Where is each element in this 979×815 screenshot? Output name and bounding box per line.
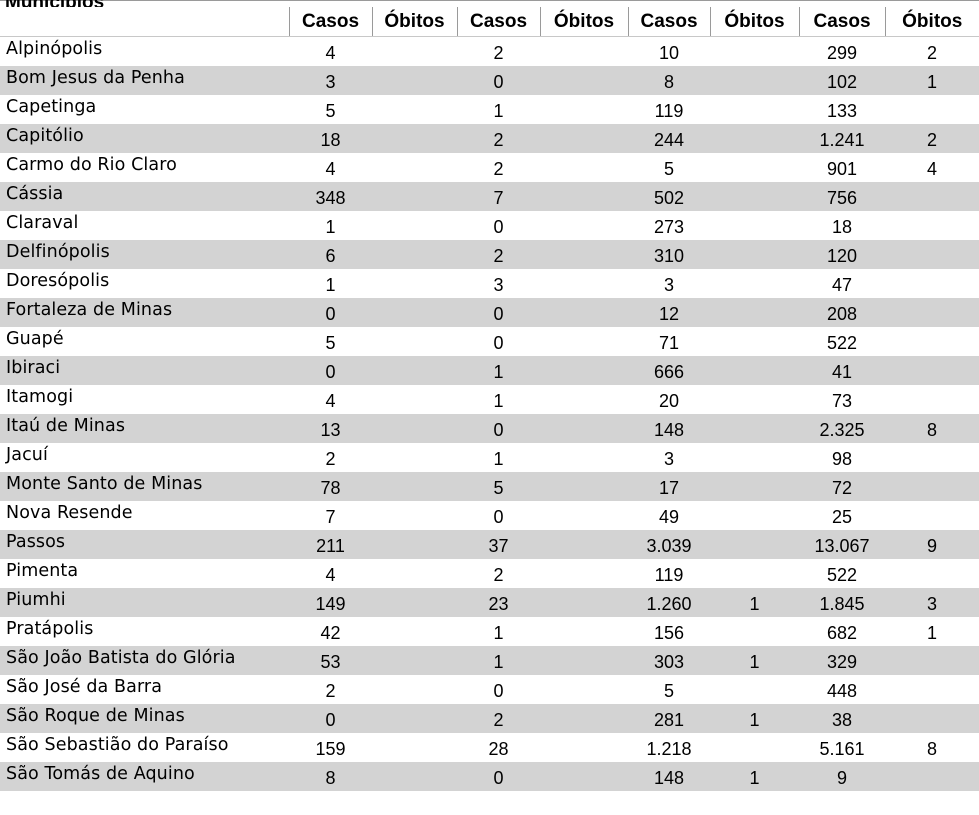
casos-cell: 682 — [826, 623, 858, 643]
casos-cell: 149 — [289, 588, 372, 617]
table-row — [0, 298, 979, 327]
casos-cell: 2 — [493, 43, 504, 63]
casos-cell: 502 — [628, 182, 710, 211]
casos-cell: 273 — [653, 217, 685, 237]
obitos-cell — [372, 385, 457, 414]
casos-cell: 18 — [831, 217, 853, 237]
casos-cell: 72 — [799, 472, 885, 501]
obitos-cell — [710, 298, 799, 327]
obitos-cell — [372, 617, 457, 646]
municipio-name: Jacuí — [6, 445, 48, 465]
obitos-cell — [540, 559, 628, 588]
casos-cell: 0 — [289, 704, 372, 733]
casos-cell: 901 — [826, 159, 858, 179]
obitos-cell — [540, 588, 628, 617]
municipio-name: Delfinópolis — [0, 240, 289, 269]
obitos-cell: 3 — [885, 588, 979, 617]
casos-cell: 78 — [289, 472, 372, 501]
municipio-name: Bom Jesus da Penha — [0, 66, 289, 95]
municipio-name: Carmo do Rio Claro — [6, 155, 177, 175]
casos-cell: 2 — [493, 565, 504, 585]
casos-cell: 0 — [493, 507, 504, 527]
obitos-cell — [372, 588, 457, 617]
obitos-cell — [710, 211, 799, 240]
municipio-name: Claraval — [6, 213, 79, 233]
obitos-cell — [885, 327, 979, 356]
casos-cell: 42 — [320, 623, 341, 643]
casos-cell: 159 — [315, 739, 346, 759]
obitos-cell — [885, 240, 979, 269]
casos-cell: 119 — [654, 565, 684, 585]
obitos-cell — [372, 733, 457, 762]
column-header: Óbitos — [372, 7, 457, 37]
column-header: Casos — [799, 7, 885, 37]
obitos-cell — [540, 733, 628, 762]
table-row — [0, 269, 979, 298]
casos-cell: 1 — [325, 217, 336, 237]
casos-cell: 12 — [628, 298, 710, 327]
casos-cell: 5 — [457, 472, 540, 501]
municipio-name: Alpinópolis — [6, 39, 103, 59]
table-row — [0, 124, 979, 153]
table-body — [0, 37, 979, 792]
obitos-cell — [710, 675, 799, 704]
table-row — [0, 762, 979, 791]
table-row — [0, 733, 979, 762]
casos-cell: 18 — [289, 124, 372, 153]
table-row — [0, 675, 979, 704]
casos-cell: 2 — [457, 124, 540, 153]
column-header: Óbitos — [710, 7, 799, 37]
obitos-cell — [372, 675, 457, 704]
obitos-cell — [372, 530, 457, 559]
obitos-cell — [372, 37, 457, 67]
obitos-cell — [710, 124, 799, 153]
casos-cell: 0 — [289, 356, 372, 385]
table-row — [0, 704, 979, 733]
table-row — [0, 153, 979, 182]
casos-cell: 156 — [653, 623, 685, 643]
obitos-cell — [885, 704, 979, 733]
municipio-name: Monte Santo de Minas — [0, 472, 289, 501]
casos-cell: 1.218 — [646, 739, 692, 759]
obitos-cell — [710, 66, 799, 95]
municipio-name: Piumhi — [0, 588, 289, 617]
municipio-name: São Sebastião do Paraíso — [6, 735, 229, 755]
casos-cell: 5 — [663, 159, 674, 179]
table-row — [0, 414, 979, 443]
casos-cell: 1 — [457, 356, 540, 385]
obitos-cell — [885, 385, 979, 414]
obitos-cell — [540, 617, 628, 646]
casos-cell: 3 — [663, 275, 674, 295]
casos-cell: 0 — [457, 66, 540, 95]
obitos-cell — [540, 37, 628, 67]
casos-cell: 666 — [628, 356, 710, 385]
casos-cell: 47 — [831, 275, 853, 295]
municipio-name: São Tomás de Aquino — [0, 762, 289, 791]
obitos-cell — [372, 327, 457, 356]
casos-cell: 13 — [289, 414, 372, 443]
casos-cell: 0 — [493, 217, 504, 237]
obitos-cell — [710, 617, 799, 646]
obitos-cell — [540, 182, 628, 211]
municipio-name: Cássia — [0, 182, 289, 211]
casos-cell: 7 — [325, 507, 336, 527]
casos-cell: 1 — [457, 646, 540, 675]
municipio-name: Ibiraci — [0, 356, 289, 385]
casos-cell: 4 — [325, 391, 336, 411]
casos-cell: 1 — [493, 449, 504, 469]
obitos-cell — [540, 414, 628, 443]
obitos-cell — [540, 298, 628, 327]
casos-cell: 281 — [628, 704, 710, 733]
casos-cell: 0 — [493, 333, 504, 353]
casos-cell: 1.260 — [628, 588, 710, 617]
obitos-cell — [710, 733, 799, 762]
casos-cell: 1 — [493, 391, 504, 411]
obitos-cell — [710, 240, 799, 269]
casos-cell: 2 — [457, 704, 540, 733]
casos-cell: 5 — [325, 333, 336, 353]
casos-cell: 102 — [799, 66, 885, 95]
obitos-cell: 8 — [926, 739, 937, 759]
obitos-cell — [372, 704, 457, 733]
municipio-name: São João Batista do Glória — [0, 646, 289, 675]
casos-cell: 522 — [826, 565, 858, 585]
obitos-cell — [710, 501, 799, 530]
obitos-cell: 1 — [710, 762, 799, 791]
casos-cell: 1 — [493, 623, 504, 643]
casos-cell: 0 — [457, 298, 540, 327]
obitos-cell — [372, 66, 457, 95]
obitos-cell — [372, 472, 457, 501]
obitos-cell — [540, 240, 628, 269]
table-row — [0, 182, 979, 211]
column-header: Casos — [289, 7, 372, 37]
casos-cell: 38 — [799, 704, 885, 733]
obitos-cell — [710, 385, 799, 414]
obitos-cell: 1 — [710, 646, 799, 675]
obitos-cell — [372, 443, 457, 472]
obitos-cell — [372, 762, 457, 791]
casos-cell: 28 — [488, 739, 509, 759]
cases-table — [0, 7, 979, 791]
casos-cell: 8 — [289, 762, 372, 791]
obitos-cell: 2 — [885, 124, 979, 153]
obitos-cell — [372, 559, 457, 588]
municipio-name: Doresópolis — [6, 271, 110, 291]
obitos-cell — [372, 298, 457, 327]
obitos-cell — [540, 124, 628, 153]
obitos-cell — [710, 327, 799, 356]
casos-cell: 119 — [654, 101, 684, 121]
municipio-name: Guapé — [6, 329, 64, 349]
municipio-name: Capetinga — [6, 97, 97, 117]
column-header-row — [0, 7, 979, 37]
obitos-cell: 1 — [926, 623, 937, 643]
casos-cell: 148 — [628, 414, 710, 443]
obitos-cell: 1 — [885, 66, 979, 95]
casos-cell: 73 — [831, 391, 853, 411]
obitos-cell — [540, 327, 628, 356]
casos-cell: 1.845 — [799, 588, 885, 617]
municipio-name: Pimenta — [6, 561, 79, 581]
casos-cell: 329 — [799, 646, 885, 675]
municipio-name: Fortaleza de Minas — [0, 298, 289, 327]
casos-cell: 0 — [457, 414, 540, 443]
obitos-cell: 1 — [710, 588, 799, 617]
obitos-cell — [540, 95, 628, 124]
obitos-cell — [885, 443, 979, 472]
casos-cell: 9 — [799, 762, 885, 791]
table-row — [0, 37, 979, 67]
casos-cell: 120 — [799, 240, 885, 269]
casos-cell: 208 — [799, 298, 885, 327]
casos-cell: 211 — [289, 530, 372, 559]
obitos-cell: 1 — [710, 704, 799, 733]
obitos-cell — [372, 153, 457, 182]
table-row — [0, 559, 979, 588]
table-row — [0, 95, 979, 124]
casos-cell: 2 — [457, 240, 540, 269]
table-row — [0, 66, 979, 95]
casos-cell: 71 — [658, 333, 680, 353]
casos-cell: 5 — [663, 681, 674, 701]
casos-cell: 7 — [457, 182, 540, 211]
obitos-cell: 9 — [885, 530, 979, 559]
obitos-cell — [540, 153, 628, 182]
table-row — [0, 530, 979, 559]
obitos-cell — [885, 269, 979, 298]
casos-cell: 13.067 — [799, 530, 885, 559]
table-row — [0, 588, 979, 617]
obitos-cell — [540, 443, 628, 472]
obitos-cell — [885, 559, 979, 588]
casos-cell: 0 — [493, 681, 504, 701]
obitos-cell — [372, 95, 457, 124]
obitos-cell — [540, 66, 628, 95]
obitos-cell — [885, 646, 979, 675]
casos-cell: 4 — [325, 159, 336, 179]
obitos-cell — [372, 501, 457, 530]
casos-cell: 5.161 — [819, 739, 865, 759]
obitos-cell — [885, 762, 979, 791]
obitos-cell — [540, 675, 628, 704]
obitos-cell — [710, 153, 799, 182]
casos-cell: 448 — [826, 681, 858, 701]
municipio-name: Capitólio — [0, 124, 289, 153]
obitos-cell — [540, 530, 628, 559]
municipio-name: Nova Resende — [6, 503, 133, 523]
table-row — [0, 240, 979, 269]
table-row — [0, 646, 979, 675]
obitos-cell — [372, 211, 457, 240]
casos-cell: 23 — [457, 588, 540, 617]
casos-cell: 3 — [493, 275, 504, 295]
obitos-cell — [710, 559, 799, 588]
obitos-cell: 4 — [926, 159, 937, 179]
municipio-name: São José da Barra — [6, 677, 163, 697]
casos-cell: 53 — [289, 646, 372, 675]
table-row — [0, 501, 979, 530]
casos-cell: 3 — [289, 66, 372, 95]
table-row — [0, 385, 979, 414]
casos-cell: 41 — [799, 356, 885, 385]
obitos-cell — [885, 472, 979, 501]
casos-cell: 8 — [628, 66, 710, 95]
casos-cell: 133 — [826, 101, 858, 121]
obitos-cell: 2 — [926, 43, 937, 63]
obitos-cell — [885, 182, 979, 211]
casos-cell: 299 — [826, 43, 858, 63]
casos-cell: 2 — [325, 681, 336, 701]
obitos-cell — [372, 269, 457, 298]
column-header: Óbitos — [540, 7, 628, 37]
obitos-cell — [372, 124, 457, 153]
obitos-cell — [540, 472, 628, 501]
municipio-name: Passos — [0, 530, 289, 559]
casos-cell: 348 — [289, 182, 372, 211]
obitos-cell — [885, 356, 979, 385]
table-row — [0, 472, 979, 501]
obitos-cell — [540, 385, 628, 414]
obitos-cell — [372, 646, 457, 675]
municipio-name: Itaú de Minas — [0, 414, 289, 443]
table-row — [0, 356, 979, 385]
casos-cell: 2 — [493, 159, 504, 179]
casos-cell: 49 — [658, 507, 680, 527]
municipio-name: Itamogi — [6, 387, 74, 407]
casos-cell: 98 — [831, 449, 853, 469]
obitos-cell — [372, 182, 457, 211]
header-blank — [0, 7, 289, 37]
casos-cell: 244 — [628, 124, 710, 153]
casos-cell: 303 — [628, 646, 710, 675]
municipio-name: Pratápolis — [6, 619, 94, 639]
obitos-cell — [372, 414, 457, 443]
obitos-cell — [885, 501, 979, 530]
obitos-cell — [372, 356, 457, 385]
casos-cell: 2.325 — [799, 414, 885, 443]
casos-cell: 25 — [831, 507, 853, 527]
top-divider — [0, 0, 979, 1]
obitos-cell — [885, 95, 979, 124]
obitos-cell — [710, 530, 799, 559]
column-header: Casos — [628, 7, 710, 37]
obitos-cell — [540, 211, 628, 240]
casos-cell: 0 — [289, 298, 372, 327]
municipio-name: São Roque de Minas — [0, 704, 289, 733]
obitos-cell — [885, 211, 979, 240]
casos-cell: 3 — [663, 449, 674, 469]
obitos-cell — [540, 269, 628, 298]
obitos-cell — [710, 443, 799, 472]
table-row — [0, 617, 979, 646]
obitos-cell — [885, 675, 979, 704]
obitos-cell — [710, 414, 799, 443]
casos-cell: 4 — [325, 43, 336, 63]
obitos-cell — [710, 269, 799, 298]
table-row — [0, 443, 979, 472]
obitos-cell — [885, 298, 979, 327]
casos-cell: 1 — [493, 101, 504, 121]
casos-cell: 1 — [325, 275, 336, 295]
obitos-cell — [540, 762, 628, 791]
casos-cell: 5 — [325, 101, 336, 121]
casos-cell: 4 — [325, 565, 336, 585]
casos-cell: 1.241 — [799, 124, 885, 153]
column-header: Casos — [457, 7, 540, 37]
casos-cell: 17 — [628, 472, 710, 501]
obitos-cell — [540, 501, 628, 530]
obitos-cell: 8 — [885, 414, 979, 443]
column-header: Óbitos — [885, 7, 979, 37]
obitos-cell — [710, 95, 799, 124]
casos-cell: 148 — [628, 762, 710, 791]
obitos-cell — [540, 356, 628, 385]
casos-cell: 6 — [289, 240, 372, 269]
obitos-cell — [540, 646, 628, 675]
obitos-cell — [710, 182, 799, 211]
casos-cell: 310 — [628, 240, 710, 269]
casos-cell: 2 — [325, 449, 336, 469]
obitos-cell — [710, 472, 799, 501]
obitos-cell — [710, 356, 799, 385]
obitos-cell — [540, 704, 628, 733]
casos-cell: 10 — [658, 43, 680, 63]
casos-cell: 522 — [826, 333, 858, 353]
casos-cell: 20 — [658, 391, 680, 411]
table-row — [0, 211, 979, 240]
casos-cell: 3.039 — [628, 530, 710, 559]
obitos-cell — [710, 37, 799, 67]
casos-cell: 0 — [457, 762, 540, 791]
casos-cell: 37 — [457, 530, 540, 559]
table-row — [0, 327, 979, 356]
obitos-cell — [372, 240, 457, 269]
casos-cell: 756 — [799, 182, 885, 211]
